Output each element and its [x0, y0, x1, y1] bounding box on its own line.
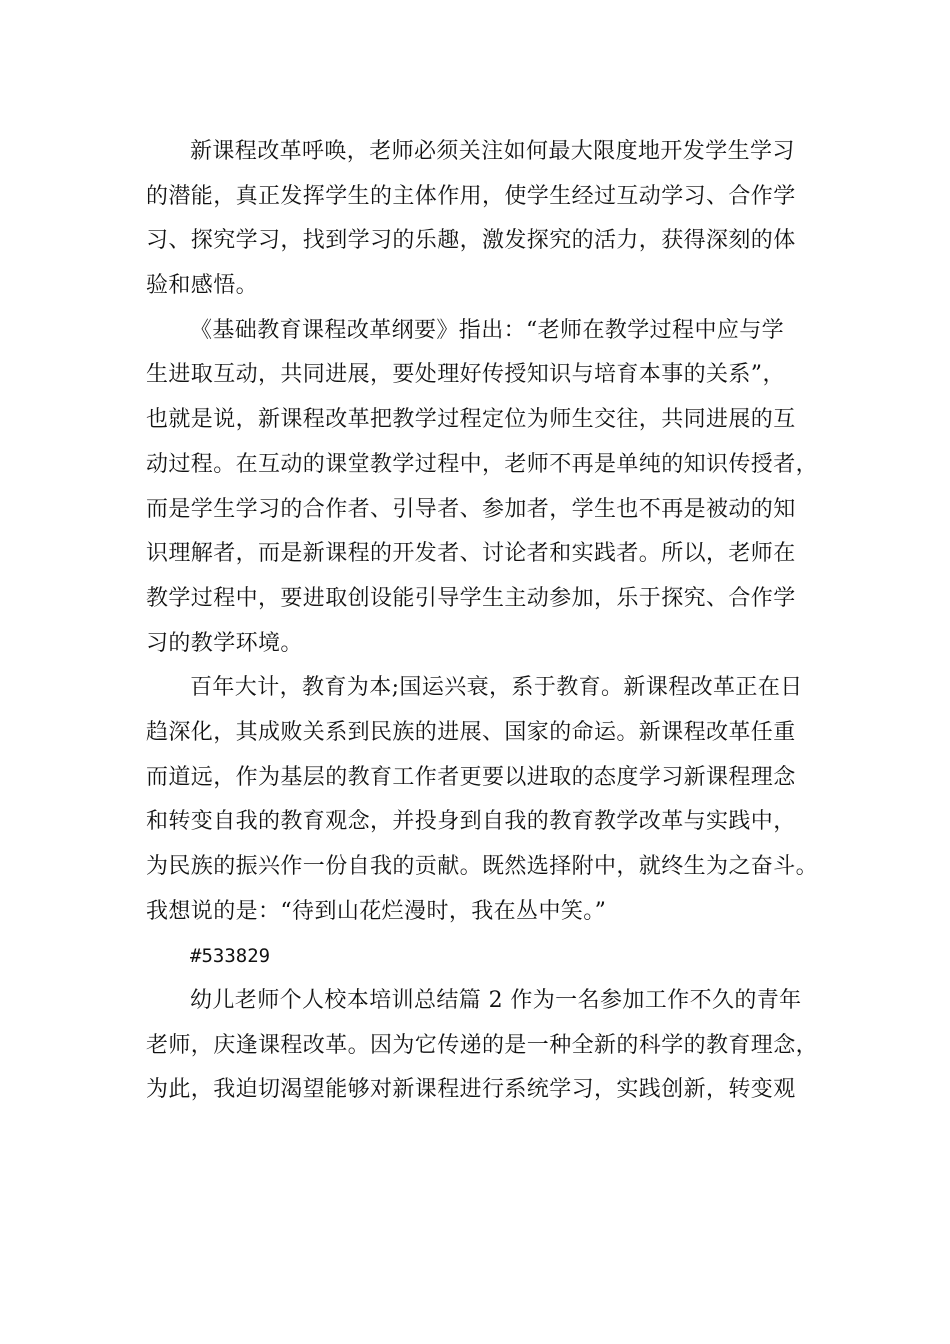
paragraph-line: 幼儿老师个人校本培训总结篇 2 作为一名参加工作不久的青年: [190, 988, 802, 1014]
paragraph-line: 教学过程中，要进取创设能引导学生主动参加，乐于探究、合作学: [146, 585, 796, 611]
paragraph-line: 识理解者，而是新课程的开发者、讨论者和实践者。所以，老师在: [146, 541, 796, 567]
paragraph-line: 我想说的是：“待到山花烂漫时，我在丛中笑。”: [146, 898, 607, 924]
paragraph-line: 为民族的振兴作一份自我的贡献。既然选择附中，就终生为之奋斗。: [146, 854, 819, 879]
body-text: [146, 130, 826, 1113]
paragraph-line: 新课程改革呼唤，老师必须关注如何最大限度地开发学生学习: [190, 139, 795, 164]
paragraph-line: 的潜能，真正发挥学生的主体作用，使学生经过互动学习、合作学: [146, 183, 796, 209]
paragraph-line: 习的教学环境。: [146, 630, 303, 656]
paragraph-line: 而是学生学习的合作者、引导者、参加者，学生也不再是被动的知: [146, 496, 796, 522]
paragraph-line: 和转变自我的教育观念，并投身到自我的教育教学改革与实践中，: [146, 809, 796, 835]
paragraph-line: 也就是说，新课程改革把教学过程定位为师生交往，共同进展的互: [146, 407, 796, 433]
paragraph-line: 为此，我迫切渴望能够对新课程进行系统学习，实践创新，转变观: [146, 1077, 796, 1103]
paragraph-line: 《基础教育课程改革纲要》指出：“老师在教学过程中应与学: [190, 317, 785, 343]
paragraph-line: 动过程。在互动的课堂教学过程中，老师不再是单纯的知识传授者，: [146, 451, 819, 477]
paragraph-line: 趋深化，其成败关系到民族的进展、国家的命运。新课程改革任重: [146, 719, 796, 745]
document-id: #533829: [190, 945, 271, 968]
paragraph-line: 习、探究学习，找到学习的乐趣，激发探究的活力，获得深刻的体: [146, 228, 796, 254]
paragraph-line: 生进取互动，共同进展，要处理好传授知识与培育本事的关系”，: [146, 362, 785, 388]
paragraph-line: 验和感悟。: [146, 273, 259, 299]
paragraph-line: 而道远，作为基层的教育工作者更要以进取的态度学习新课程理念: [146, 764, 796, 790]
paragraph-line: 老师，庆逢课程改革。因为它传递的是一种全新的科学的教育理念，: [146, 1032, 819, 1058]
paragraph-line: 百年大计，教育为本;国运兴衰，系于教育。新课程改革正在日: [190, 675, 803, 701]
